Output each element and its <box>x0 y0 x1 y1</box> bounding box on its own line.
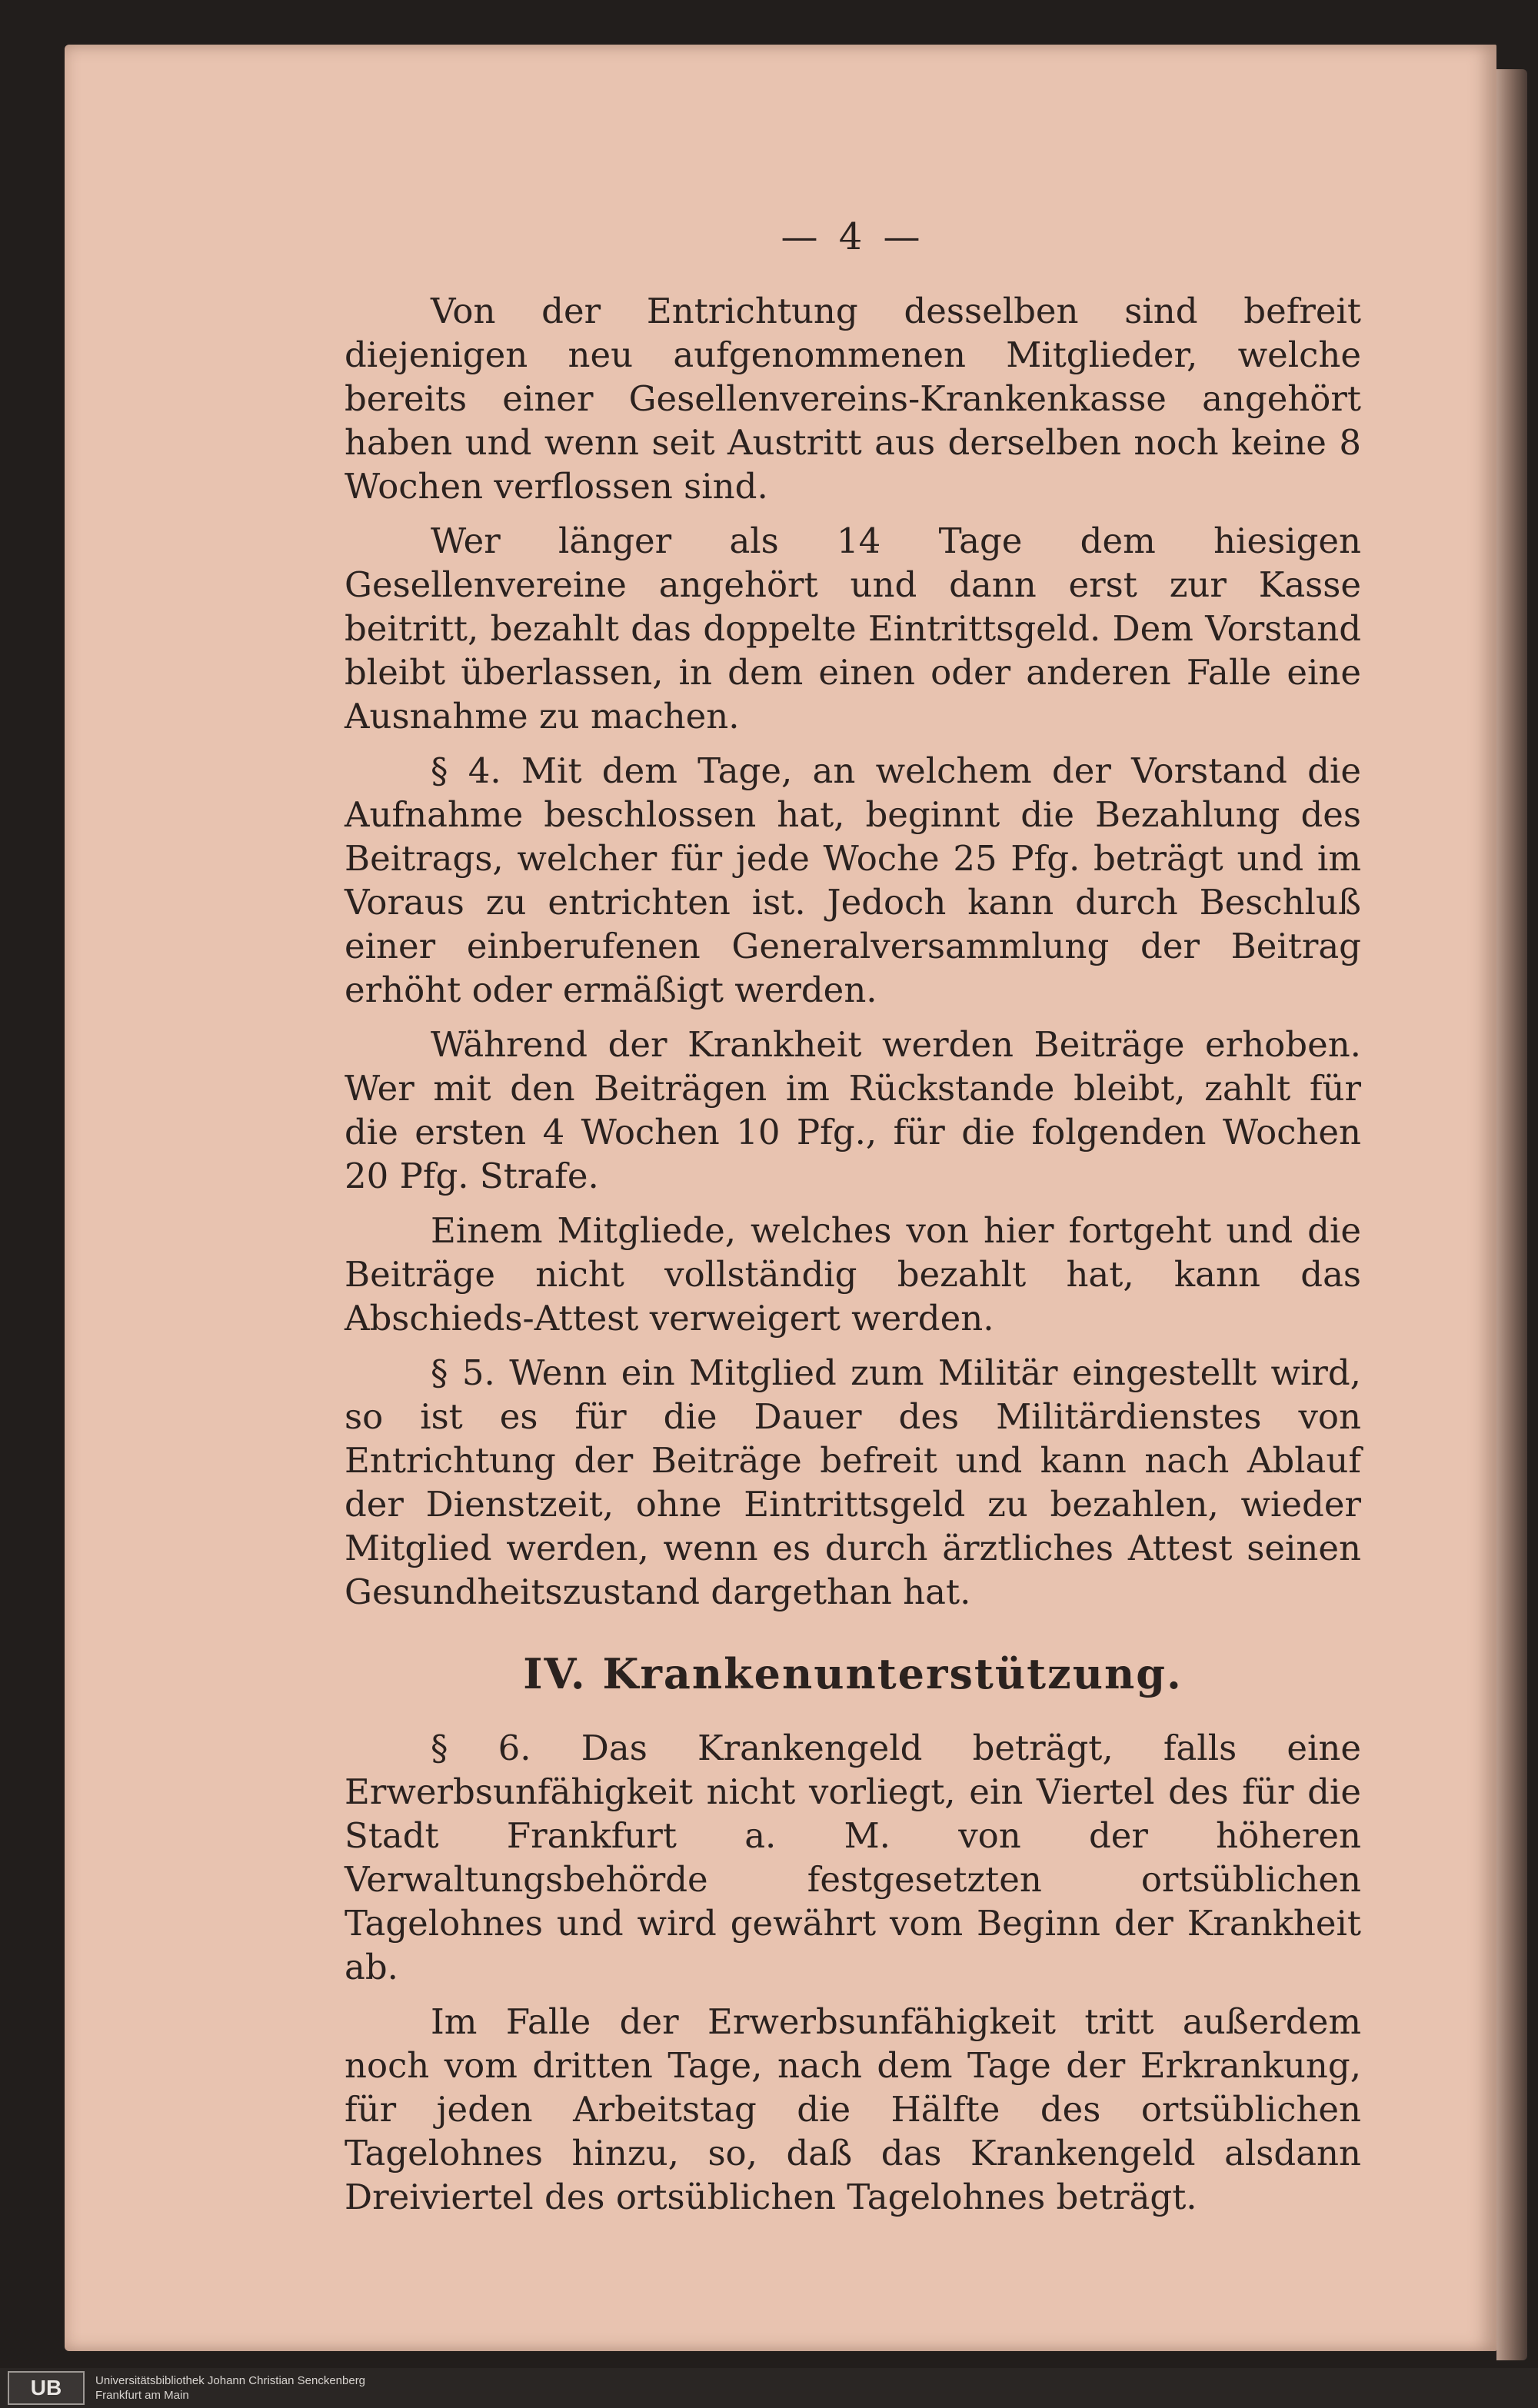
ub-logo: UB <box>8 2371 85 2405</box>
library-city: Frankfurt am Main <box>95 2389 189 2402</box>
library-footer-bar <box>0 2368 1538 2408</box>
paragraph-section-4: § 4. Mit dem Tage, an welchem der Vorstand die Aufnahme beschlossen hat, beginnt die Bezahlung des Beitrags, welcher für jede Woche 25 Pfg. beträgt und im Voraus zu entrichten ist. Jedoch kann durch Beschluß einer einberufenen Generalversammlung der Beitrag erhöht oder ermäßigt werden. <box>345 750 1361 1010</box>
page-number: — 4 — <box>781 215 925 258</box>
paragraph: Von der Entrichtung desselben sind befreit diejenigen neu aufgenommenen Mitglieder, welche bereits einer Gesellenvereins-Krankenkasse angehört haben und wenn seit Austritt aus derselben noch keine 8 Wochen verflossen sind. <box>345 291 1361 507</box>
paragraph: Während der Krankheit werden Beiträge erhoben. Wer mit den Beiträgen im Rückstande bleibt, zahlt für die ersten 4 Wochen 10 Pfg., für die folgenden Wochen 20 Pfg. Strafe. <box>345 1024 1361 1196</box>
paragraph-section-5: § 5. Wenn ein Mitglied zum Militär eingestellt wird, so ist es für die Dauer des Militärdienstes von Entrichtung der Beiträge befreit und kann nach Ablauf der Dienstzeit, ohne Eintrittsgeld zu bezahlen, wieder Mitglied werden, wenn es durch ärztliches Attest seinen Gesundheitszustand dargethan hat. <box>345 1352 1361 1612</box>
page-text <box>345 215 1361 2230</box>
library-attribution <box>95 2373 365 2403</box>
paragraph: Einem Mitgliede, welches von hier fortgeht und die Beiträge nicht vollständig bezahlt hat, kann das Abschieds-Attest verweigert werden. <box>345 1210 1361 1339</box>
book-page-edge <box>1496 69 1527 2360</box>
paragraph-section-6: § 6. Das Krankengeld beträgt, falls eine Erwerbsunfähigkeit nicht vorliegt, ein Viertel des für die Stadt Frankfurt a. M. von der höheren Verwaltungsbehörde festgesetzten ortsüblichen Tagelohnes und wird gewährt vom Beginn der Krankheit ab. <box>345 1728 1361 1987</box>
library-name: Universitätsbibliothek Johann Christian Senckenberg <box>95 2374 366 2387</box>
paragraph: Wer länger als 14 Tage dem hiesigen Gesellenvereine angehört und dann erst zur Kasse beitritt, bezahlt das doppelte Eintrittsgeld. Dem Vorstand bleibt überlassen, in dem einen oder anderen Falle eine Ausnahme zu machen. <box>345 521 1361 737</box>
section-heading: IV. Krankenunterstützung. <box>523 1649 1183 1698</box>
paragraph: Im Falle der Erwerbsunfähigkeit tritt außerdem noch vom dritten Tage, nach dem Tage der Erkrankung, für jeden Arbeitstag die Hälfte des ortsüblichen Tagelohnes hinzu, so, daß das Krankengeld alsdann Dreiviertel des ortsüblichen Tagelohnes beträgt. <box>345 2001 1361 2217</box>
